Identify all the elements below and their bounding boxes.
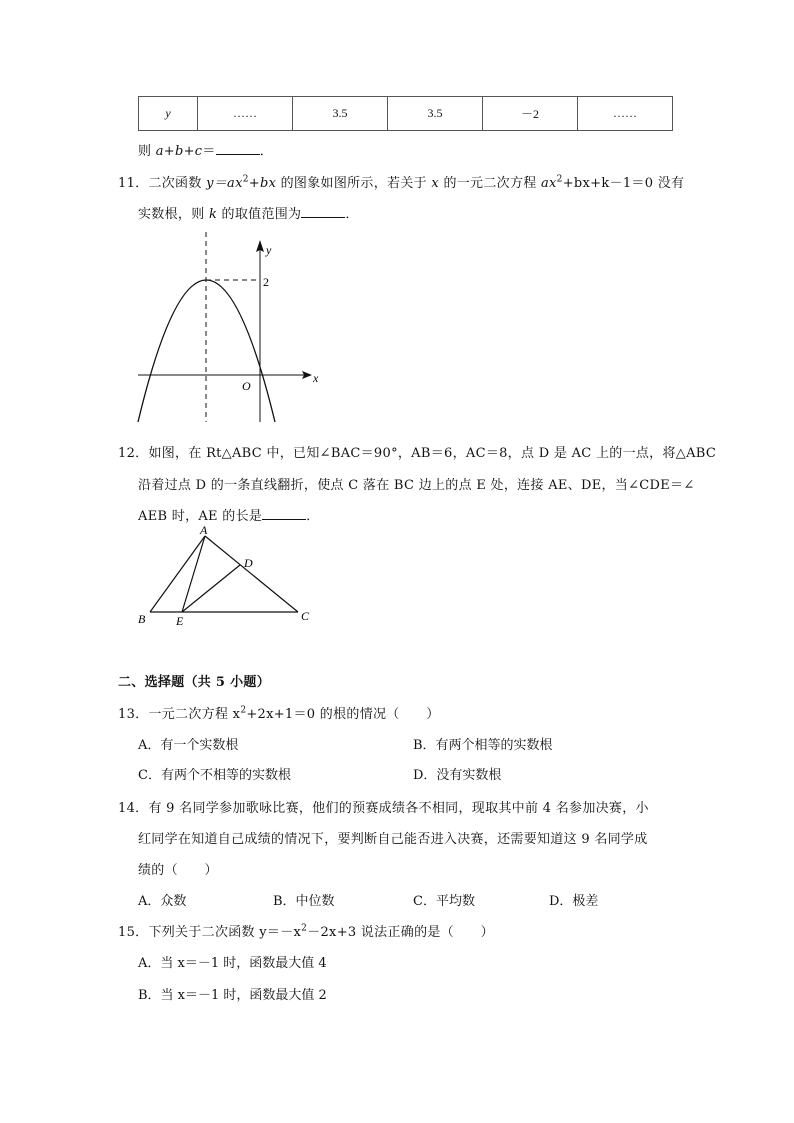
x-axis-label: x: [313, 371, 319, 385]
point-E-label: E: [176, 614, 184, 628]
q15-stem: [118, 921, 494, 940]
segment-DE: [182, 565, 240, 612]
q14-line-1: 14．有 9 名同学参加歌咏比赛，他们的预赛成绩各不相同，现取其中前 4 名参加决赛，小: [118, 801, 649, 816]
q14-option-c[interactable]: C．平均数: [413, 894, 475, 909]
text: 15．下列关于二次函数 y＝－x: [118, 925, 302, 940]
q12-line-2: 沿着过点 D 的一条直线翻折，使点 C 落在 BC 边上的点 E 处，连接 AE、DE，当∠CDE＝∠: [138, 478, 695, 493]
triangle-figure: [130, 524, 330, 630]
text: AEB 时，AE 的长是: [138, 509, 263, 524]
text: ．: [259, 144, 273, 159]
text: 13．一元二次方程 x: [118, 707, 241, 722]
answer-blank: [262, 507, 306, 520]
q15-option-b[interactable]: B．当 x＝－1 时，函数最大值 2: [138, 988, 327, 1003]
table-cell: ……: [198, 97, 293, 131]
table-cell: 3.5: [388, 97, 483, 131]
table-cell: ……: [578, 97, 673, 131]
q12-line-1: 12．如图，在 Rt△ABC 中，已知∠BAC＝90°，AB＝6，AC＝8，点 D 是 AC 上的一点，将△ABC: [118, 446, 717, 461]
table-row: [139, 97, 673, 131]
text: ．: [345, 207, 359, 222]
segment-AE: [182, 536, 205, 612]
point-A-label: A: [200, 524, 208, 537]
q10-answer-line: [138, 140, 273, 159]
q14-option-a[interactable]: A．众数: [138, 894, 187, 909]
text: 则: [138, 144, 156, 159]
origin-label: O: [242, 379, 251, 393]
q15-option-a[interactable]: A．当 x＝－1 时，函数最大值 4: [138, 956, 327, 971]
text: 2: [240, 705, 247, 716]
text: 2: [301, 923, 308, 934]
q13-option-c[interactable]: C．有两个不相等的实数根: [138, 768, 291, 783]
point-C-label: C: [301, 609, 310, 623]
answer-blank: [216, 142, 260, 155]
vertex-y-label: 2: [263, 275, 269, 289]
text: k: [208, 207, 218, 222]
text: +2x+1＝0 的根的情况（ ）: [246, 707, 440, 722]
q11-line-2: [138, 203, 359, 222]
q14-option-d[interactable]: D．极差: [549, 894, 599, 909]
text: －2x+3 说法正确的是（ ）: [307, 925, 494, 940]
q13-option-b[interactable]: B．有两个相等的实数根: [413, 738, 553, 753]
q13-stem: [118, 703, 440, 722]
text: a+b+c: [155, 144, 203, 159]
text: 的一元二次方程: [439, 176, 541, 191]
q13-option-a[interactable]: A．有一个实数根: [138, 738, 239, 753]
answer-blank: [301, 205, 345, 218]
text: 11．二次函数: [118, 176, 207, 191]
point-B-label: B: [138, 612, 146, 626]
y-axis-label: y: [266, 243, 272, 257]
value-table: [138, 96, 673, 131]
q11-line-1: [118, 172, 684, 191]
text: +bx+k－1＝0 没有: [562, 176, 685, 191]
text: ．: [306, 509, 320, 524]
table-cell: y: [139, 97, 198, 131]
table-cell: －2: [483, 97, 578, 131]
text: 2: [556, 174, 563, 185]
q12-line-3: [138, 505, 320, 524]
text: ax: [540, 176, 557, 191]
q14-line-2: 红同学在知道自己成绩的情况下，要判断自己能否进入决赛，还需要知道这 9 名同学成: [138, 832, 648, 847]
point-D-label: D: [244, 556, 253, 570]
section-heading: 二、选择题（共 5 小题）: [118, 675, 270, 690]
text: 的取值范围为: [217, 207, 302, 222]
text: 的图象如图所示，若关于: [276, 176, 432, 191]
text: 实数根，则: [138, 207, 209, 222]
text: 2: [242, 174, 249, 185]
text: +bx: [248, 176, 277, 191]
q14-line-3: 绩的（ ）: [138, 863, 218, 878]
table-cell: 3.5: [293, 97, 388, 131]
q13-option-d[interactable]: D．没有实数根: [413, 768, 502, 783]
q14-option-b[interactable]: B．中位数: [273, 894, 335, 909]
segment-AC: [205, 536, 298, 612]
text: y＝ax: [206, 176, 243, 191]
text: ＝: [202, 144, 216, 159]
parabola-graph: [130, 230, 330, 425]
text: x: [431, 176, 440, 191]
